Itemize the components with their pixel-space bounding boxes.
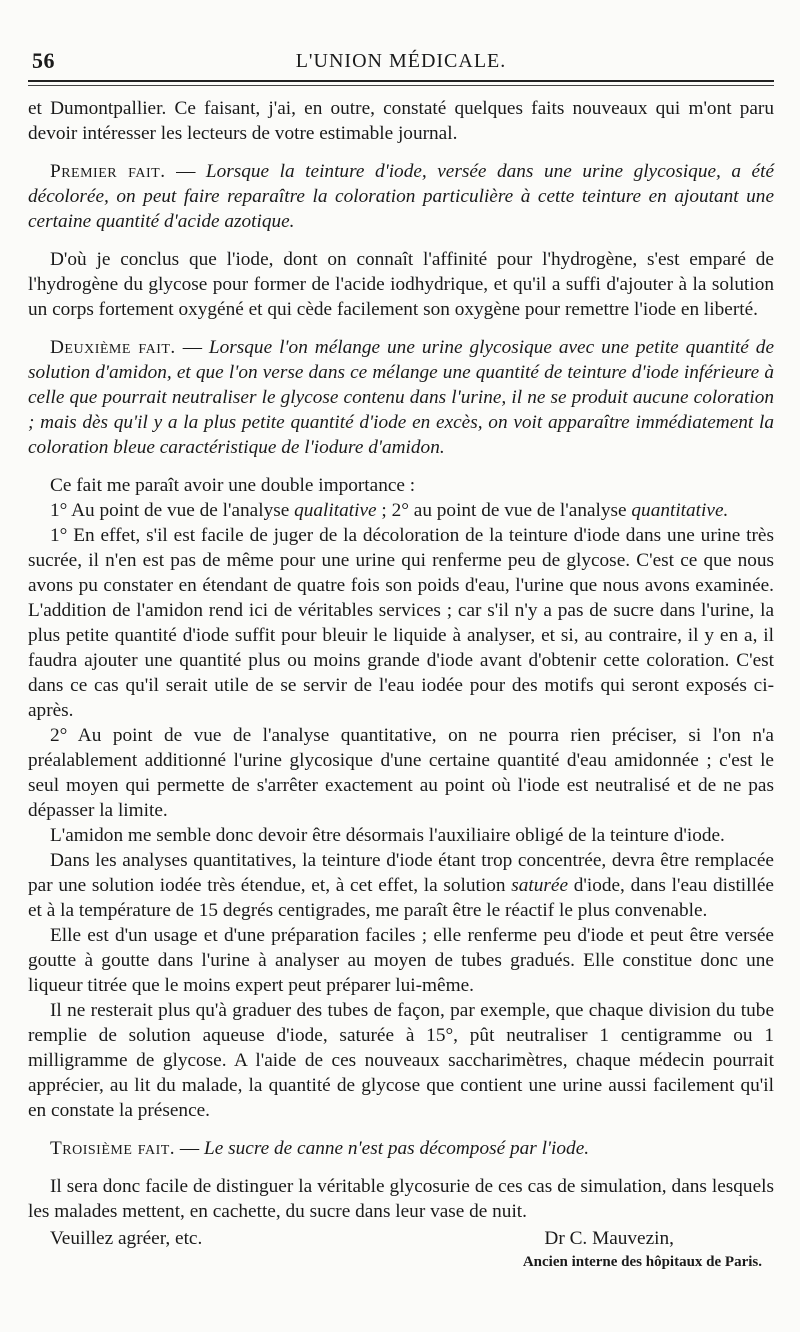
fact-1 bbox=[28, 159, 774, 234]
fact-1-label: Premier fait. bbox=[50, 161, 166, 182]
fact-3-label: Troisième fait. bbox=[50, 1138, 176, 1159]
paragraph-4 bbox=[28, 498, 774, 523]
fact-3-dash: — bbox=[175, 1138, 205, 1159]
paragraph-4-a: 1° Au point de vue de l'analyse bbox=[50, 500, 295, 521]
paragraph-8 bbox=[28, 848, 774, 923]
paragraph-6: 2° Au point de vue de l'analyse quantitative, on ne pourra rien préciser, si l'on n'a préalablement additionné l'urine glycosique d'une certaine quantité d'eau amidonnée ; c'est le seul moyen qui permette de s'arrêter exactement au point où l'iode est neutralisé et de ne pas dépasser la limite. bbox=[28, 725, 774, 821]
paragraph-4-d: quantitative. bbox=[631, 500, 729, 521]
paragraph-4-b: qualitative bbox=[294, 500, 377, 521]
author-title: Ancien interne des hôpitaux de Paris. bbox=[522, 1254, 762, 1270]
fact-3 bbox=[28, 1136, 774, 1161]
paragraph-2: D'où je conclus que l'iode, dont on connaît l'affinité pour l'hydrogène, s'est emparé de l'hydrogène du glycose pour former de l'acide iodhydrique, et qu'il a suffi d'ajouter à la solution un corps fortement oxygéné et qui cède facilement son oxygène pour remettre l'iode en liberté. bbox=[28, 249, 774, 320]
closing-formula: Veuillez agréer, etc. bbox=[50, 1228, 203, 1249]
fact-1-dash: — bbox=[165, 161, 206, 182]
fact-3-text: Le sucre de canne n'est pas décomposé par l'iode. bbox=[204, 1138, 590, 1159]
author-name: Dr C. Mauvezin, bbox=[544, 1228, 674, 1249]
article-body bbox=[28, 96, 774, 1224]
page-number: 56 bbox=[32, 48, 55, 73]
paragraph-9: Elle est d'un usage et d'une préparation faciles ; elle renferme peu d'iode et peut être versée goutte à goutte dans l'urine à analyser au moyen de tubes gradués. Elle constitue donc une liqueur titrée que le moins expert peut préparer lui-même. bbox=[28, 925, 774, 996]
paragraph-8-b: saturée bbox=[511, 875, 568, 896]
paragraph-8-a: Dans les analyses quantitatives, la teinture d'iode étant trop concentrée, devra être remplacée par une solution iodée très étendue, et, à cet effet, la solution bbox=[28, 850, 774, 896]
paragraph-5: 1° En effet, s'il est facile de juger de la décoloration de la teinture d'iode dans une urine très sucrée, il n'en est pas de même pour une urine qui renferme peu de glycose. C'est ce que nous avons pu constater en étendant de quatre fois son poids d'eau, l'urine que nous avons examinée. L'addition de l'amidon rend ici de véritables services ; car s'il n'y a pas de sucre dans l'urine, la plus petite quantité d'iode suffit pour bleuir le liquide à analyser, et si, au contraire, il y en a, il faudra ajouter une quantité plus ou moins grande d'iode avant d'obtenir cette coloration. C'est dans ce cas qu'il serait utile de se servir de l'eau iodée pour des motifs qui seront exposés ci-après. bbox=[28, 525, 774, 721]
header-rule-thin bbox=[28, 85, 774, 86]
fact-2-dash: — bbox=[175, 337, 209, 358]
running-title: L'UNION MÉDICALE. bbox=[295, 50, 507, 72]
fact-1-text: Lorsque la teinture d'iode, versée dans une urine glycosique, a été décolorée, on peut faire reparaître la coloration particulière à cette teinture en ajoutant une certaine quantité d'acide azotique. bbox=[28, 161, 775, 232]
paragraph-10: Il ne resterait plus qu'à graduer des tubes de façon, par exemple, que chaque division du tube remplie de solution aqueuse d'iode, saturée à 15°, pût neutraliser 1 centigramme ou 1 milligramme de glycose. A l'aide de ces nouveaux saccharimètres, chaque médecin pourrait apprécier, au lit du malade, la quantité de glycose que contient une urine aussi facilement qu'il en constate la présence. bbox=[28, 1000, 774, 1121]
fact-2 bbox=[28, 335, 774, 460]
paragraph-3: Ce fait me paraît avoir une double importance : bbox=[50, 475, 416, 496]
paragraph-1: et Dumontpallier. Ce faisant, j'ai, en outre, constaté quelques faits nouveaux qui m'ont paru devoir intéresser les lecteurs de votre estimable journal. bbox=[28, 98, 774, 144]
fact-2-text: Lorsque l'on mélange une urine glycosique avec une petite quantité de solution d'amidon, et que l'on verse dans ce mélange une quantité de teinture d'iode inférieure à celle que pourrait neutraliser le glycose contenu dans l'urine, il ne se produit aucune coloration ; mais dès qu'il y a la plus petite quantité d'iode en excès, on voit apparaître immédiatement la coloration bleue caractéristique de l'iodure d'amidon. bbox=[28, 337, 775, 458]
paragraph-4-c: ; 2° au point de vue de l'analyse bbox=[376, 500, 632, 521]
paragraph-8-c: d'iode, dans l'eau distillée et à la température de 15 degrés centigrades, me paraît être le réactif le plus convenable. bbox=[28, 875, 774, 921]
header-rule bbox=[28, 80, 774, 82]
paragraph-7: L'amidon me semble donc devoir être désormais l'auxiliaire obligé de la teinture d'iode. bbox=[50, 825, 725, 846]
signoff bbox=[28, 1224, 774, 1288]
paragraph-11: Il sera donc facile de distinguer la véritable glycosurie de ces cas de simulation, dans lesquels les malades mettent, en cachette, du sucre dans leur vase de nuit. bbox=[28, 1176, 774, 1222]
fact-2-label: Deuxième fait. bbox=[50, 337, 176, 358]
page-header bbox=[28, 0, 774, 74]
